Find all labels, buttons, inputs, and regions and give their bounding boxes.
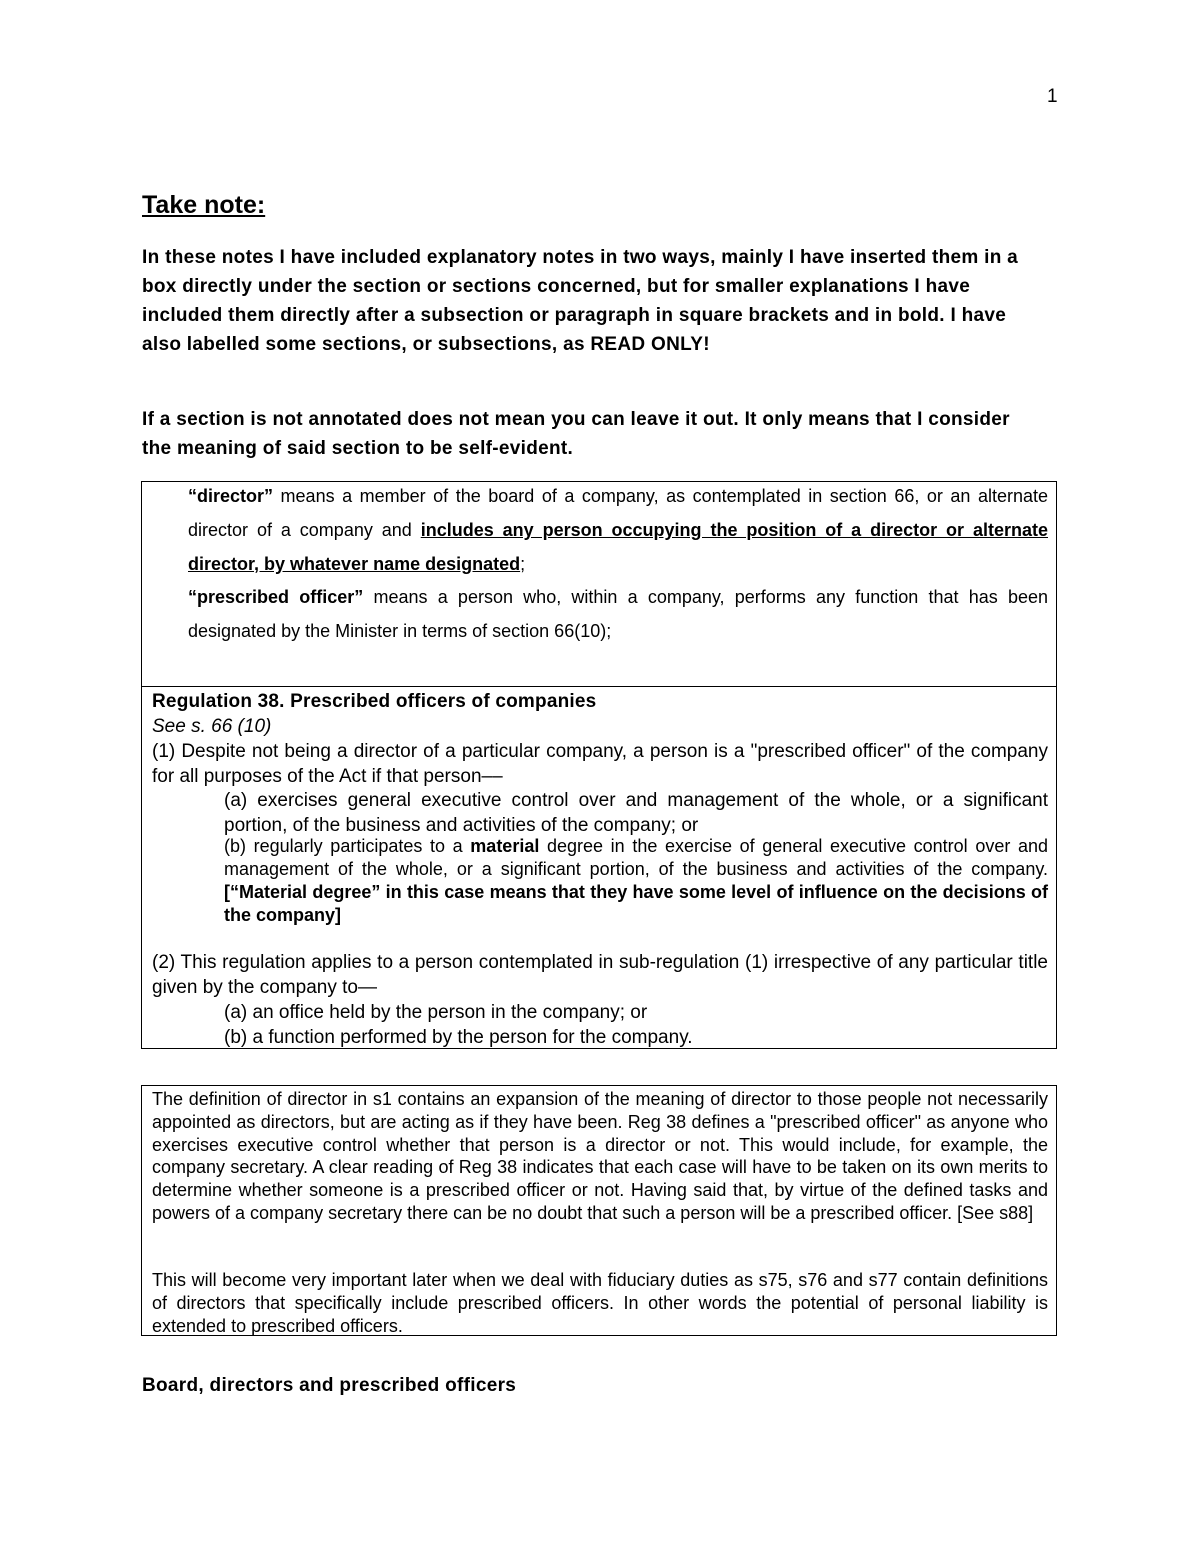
regulation-subsection-1: (1) Despite not being a director of a particular company, a person is a "prescribed officer" of the company for all purposes of the Act if that person––: [152, 741, 1048, 787]
regulation-1b-text-end: degree in the exercise of general executive control over and management of the whole, or a significant portion, of the business and activities of the company.: [224, 836, 1048, 879]
regulation-subsection-2b: (b) a function performed by the person for the company.: [224, 1027, 693, 1048]
director-emphasis: includes any person occupying the position of a director or alternate director, by whatever name designated: [188, 520, 1048, 574]
regulation-subsection-2a: (a) an office held by the person in the company; or: [224, 1002, 648, 1023]
regulation-subsection-2: (2) This regulation applies to a person contemplated in sub-regulation (1) irrespective of any particular title given by the company to—: [152, 952, 1048, 998]
prescribed-officer-term: “prescribed officer”: [188, 587, 364, 607]
intro-paragraph-2: If a section is not annotated does not mean you can leave it out. It only means that I consider the meaning of said section to be self-evident.: [142, 409, 1010, 459]
regulation-box: [141, 686, 1057, 1049]
regulation-subsection-1a: (a) exercises general executive control over and management of the whole, or a significant portion, of the business and activities of the company; or: [224, 790, 1048, 836]
director-text-end: ;: [520, 554, 526, 574]
take-note-title: Take note:: [142, 191, 266, 219]
section-heading: Board, directors and prescribed officers: [142, 1375, 517, 1396]
prescribed-officer-definition: [188, 580, 1048, 648]
regulation-1b-bold: material: [470, 836, 540, 856]
regulation-title: Regulation 38. Prescribed officers of companies: [152, 691, 597, 712]
director-text: means a member of the board of a company, as contemplated in section 66, or an alternate director of a company and: [188, 486, 1048, 540]
definitions-box: [141, 481, 1057, 687]
explanation-paragraph-2: This will become very important later when we deal with fiduciary duties as s75, s76 and s77 contain definitions of directors that specifically include prescribed officers. In other words the potential of personal liability is extended to prescribed officers.: [152, 1270, 1048, 1336]
director-term: “director”: [188, 486, 274, 506]
regulation-1b-note: [“Material degree” in this case means that they have some level of influence on the decisions of the company]: [224, 882, 1048, 925]
page-number: 1: [1047, 86, 1058, 107]
regulation-1b-text: (b) regularly participates to a: [224, 836, 471, 856]
regulation-subsection-1b: [224, 835, 1048, 927]
intro-paragraph-1: In these notes I have included explanatory notes in two ways, mainly I have inserted them in a box directly under the section or sections concerned, but for smaller explanations I have included them directly after a subsection or paragraph in square brackets and in bold. I have also labelled some sections, or subsections, as READ ONLY!: [142, 247, 1019, 355]
explanation-paragraph-1: The definition of director in s1 contains an expansion of the meaning of director to those people not necessarily appointed as directors, but are acting as if they have been. Reg 38 defines a "prescribed officer" as anyone who exercises executive control whether that person is a director or not. This would include, for example, the company secretary. A clear reading of Reg 38 indicates that each case will have to be taken on its own merits to determine whether someone is a prescribed officer or not. Having said that, by virtue of the defined tasks and powers of a company secretary there can be no doubt that such a person will be a prescribed officer. [See s88]: [152, 1089, 1048, 1223]
explanation-box: [141, 1085, 1057, 1336]
prescribed-officer-text: means a person who, within a company, performs any function that has been designated by the Minister in terms of section 66(10);: [188, 587, 1048, 641]
director-definition: [188, 479, 1048, 581]
regulation-see-reference: See s. 66 (10): [152, 716, 272, 737]
